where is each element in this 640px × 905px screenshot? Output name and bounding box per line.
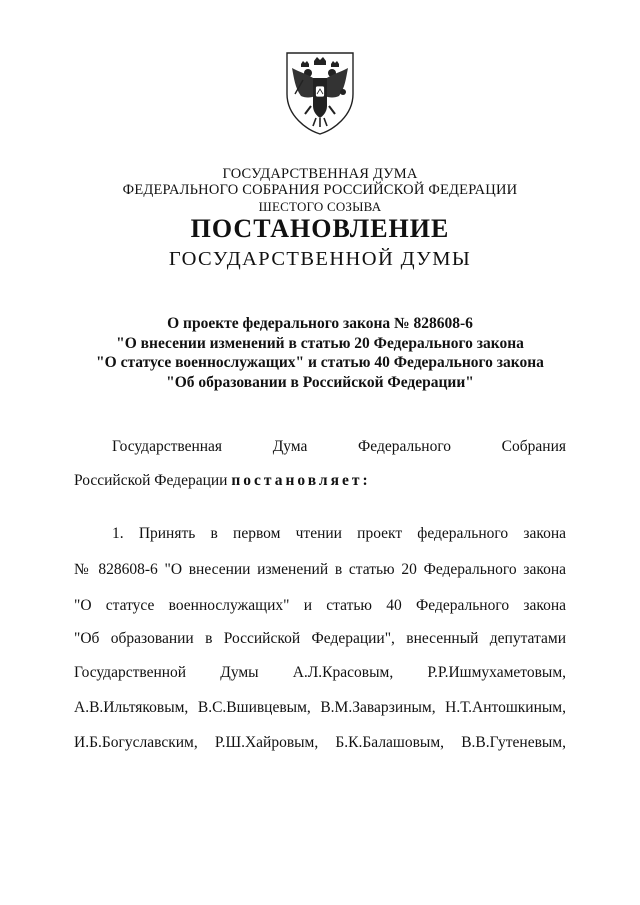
- subject-line: "Об образовании в Российской Федерации": [166, 373, 474, 391]
- body-line: "О статусе военнослужащих" и статью 40 Федерального закона: [74, 597, 566, 614]
- resolves-keyword: постановляет:: [231, 472, 371, 489]
- preamble-line2: [74, 472, 566, 490]
- document-title: ПОСТАНОВЛЕНИЕ: [190, 214, 450, 243]
- preamble-line1: Государственная Дума Федерального Собрания: [112, 438, 566, 455]
- subject-line: О проекте федерального закона № 828608-6: [167, 315, 473, 332]
- body-line: 1. Принять в первом чтении проект федерального закона: [112, 525, 566, 542]
- body-line: И.Б.Богуславским, Р.Ш.Хайровым, Б.К.Балашовым, В.В.Гутеневым,: [74, 734, 566, 751]
- coat-of-arms-emblem-icon: [283, 50, 357, 136]
- body-line: "Об образовании в Российской Федерации", внесенный депутатами: [74, 630, 566, 647]
- org-name-line2: ФЕДЕРАЛЬНОГО СОБРАНИЯ РОССИЙСКОЙ ФЕДЕРАЦИИ: [122, 182, 518, 198]
- body-line: Государственной Думы А.Л.Красовым, Р.Р.Ишмухаметовым,: [74, 664, 566, 681]
- subject-line: "О статусе военнослужащих" и статью 40 Федерального закона: [96, 354, 544, 371]
- document-subtitle: ГОСУДАРСТВЕННОЙ ДУМЫ: [168, 248, 472, 270]
- org-name-line1: ГОСУДАРСТВЕННАЯ ДУМА: [222, 166, 418, 182]
- resolution-subject: [0, 314, 640, 392]
- preamble-text: Российской Федерации: [74, 472, 228, 489]
- body-line: № 828608-6 "О внесении изменений в статью 20 Федерального закона: [74, 561, 566, 578]
- convocation-line: ШЕСТОГО СОЗЫВА: [258, 199, 382, 214]
- body-line: А.В.Ильтяковым, В.С.Вшивцевым, В.М.Заварзиным, Н.Т.Антошкиным,: [74, 699, 566, 716]
- subject-line: "О внесении изменений в статью 20 Федерального закона: [116, 334, 524, 352]
